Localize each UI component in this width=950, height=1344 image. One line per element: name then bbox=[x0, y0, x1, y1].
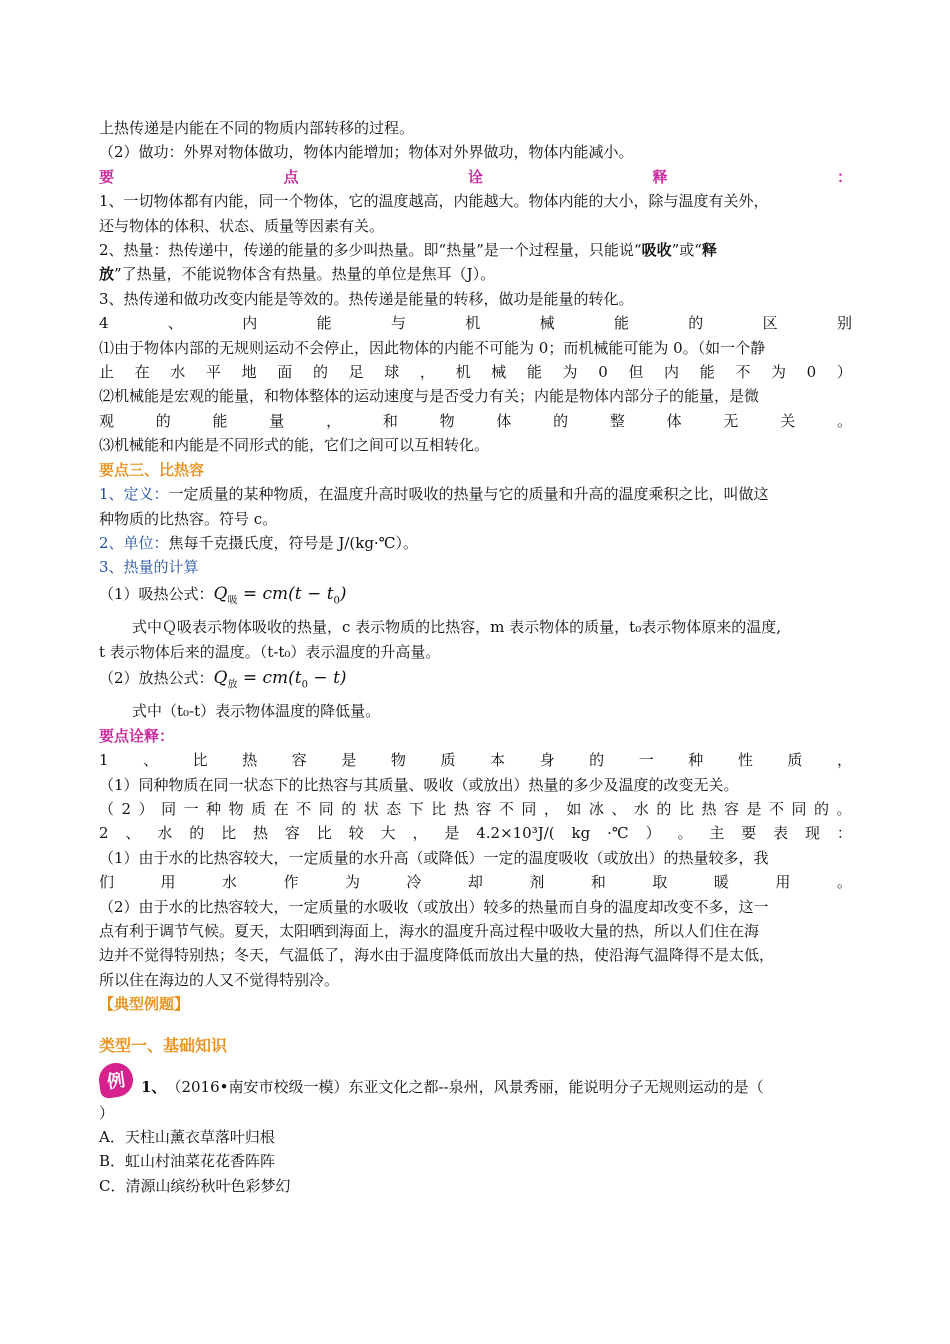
glyph: ） bbox=[836, 363, 852, 382]
glyph: 内 bbox=[242, 314, 258, 333]
glyph: 物 bbox=[390, 751, 406, 770]
glyph: 比 bbox=[678, 799, 694, 818]
example-badge-icon: 例 bbox=[97, 1060, 135, 1098]
glyph: ， bbox=[412, 824, 428, 843]
glyph: 比 bbox=[221, 824, 237, 843]
glyph: 量 bbox=[269, 411, 285, 430]
formula-line: （1）吸热公式：$Q_吸 = cm(t - t_0)$ bbox=[99, 583, 347, 607]
glyph: 同 bbox=[791, 799, 807, 818]
glyph: kg bbox=[571, 824, 591, 843]
glyph: 热 bbox=[701, 799, 717, 818]
typical-examples-heading: 【典型例题】 bbox=[99, 995, 190, 1014]
glyph: 比 bbox=[431, 799, 447, 818]
glyph: ， bbox=[419, 363, 435, 382]
glyph: 4.2×10³J/( bbox=[476, 824, 555, 843]
glyph: 水 bbox=[221, 873, 237, 892]
glyph: 区 bbox=[762, 314, 778, 333]
glyph: ， bbox=[543, 799, 559, 818]
glyph: 不 bbox=[296, 799, 312, 818]
glyph: 暖 bbox=[713, 873, 729, 892]
glyph: 用 bbox=[775, 873, 791, 892]
glyph: 取 bbox=[652, 873, 668, 892]
glyph: 0 bbox=[598, 363, 608, 382]
option-c: C．清源山缤纷秋叶色彩梦幻 bbox=[99, 1176, 291, 1195]
glyph: 观 bbox=[99, 411, 115, 430]
glyph: ） bbox=[645, 824, 661, 843]
glyph: 内 bbox=[664, 363, 680, 382]
glyph: 容 bbox=[476, 799, 492, 818]
glyph: 主 bbox=[709, 824, 725, 843]
text-line: 式中（t₀-t）表示物体温度的降低量。 bbox=[132, 702, 381, 721]
justified-line bbox=[99, 409, 852, 433]
glyph: 4 bbox=[99, 314, 109, 333]
glyph: 。 bbox=[836, 873, 852, 892]
glyph: 在 bbox=[134, 363, 150, 382]
glyph: 如 bbox=[566, 799, 582, 818]
text-line: 所以住在海边的人又不觉得特别冷。 bbox=[99, 970, 340, 989]
glyph: 现 bbox=[805, 824, 821, 843]
text-line: （1）同种物质在同一状态下的比热容与其质量、吸收（或放出）热量的多少及温度的改变无关。 bbox=[99, 775, 739, 794]
glyph: 本 bbox=[490, 751, 506, 770]
glyph: 的 bbox=[553, 411, 569, 430]
glyph: 用 bbox=[160, 873, 176, 892]
glyph: 整 bbox=[609, 411, 625, 430]
text-line: 上热传递是内能在不同的物质内部转移的过程。 bbox=[99, 119, 415, 137]
glyph: 能 bbox=[699, 363, 715, 382]
glyph: 平 bbox=[205, 363, 221, 382]
glyph: 的 bbox=[341, 799, 357, 818]
text-line: ） bbox=[99, 1103, 115, 1122]
glyph: 是 bbox=[444, 824, 460, 843]
glyph: 冰 bbox=[588, 799, 604, 818]
glyph: 体 bbox=[666, 411, 682, 430]
glyph: 1 bbox=[99, 751, 109, 770]
heat-absorb-formula: $Q_吸 = cm(t - t_0)$ bbox=[213, 583, 347, 607]
text-line: t 表示物体后来的温度。（t-t₀）表示温度的升高量。 bbox=[99, 642, 441, 661]
glyph: 性 bbox=[737, 751, 753, 770]
glyph: （ bbox=[99, 799, 115, 818]
glyph: ， bbox=[326, 411, 342, 430]
text-line: ⑴由于物体内部的无规则运动不会停止，因此物体的内能不可能为 0；而机械能可能为 0。（如一个静 bbox=[99, 338, 766, 357]
glyph: 关 bbox=[780, 411, 796, 430]
glyph: 同 bbox=[161, 799, 177, 818]
glyph: 、 bbox=[611, 799, 627, 818]
glyph: 止 bbox=[99, 363, 115, 382]
glyph: 是 bbox=[341, 751, 357, 770]
text-line: （1）由于水的比热容较大，一定质量的水升高（或降低）一定的温度吸收（或放出）的热量较多，我 bbox=[99, 848, 769, 867]
glyph: 比 bbox=[192, 751, 208, 770]
glyph: 热 bbox=[242, 751, 258, 770]
text-line: 还与物体的体积、状态、质量等因素有关。 bbox=[99, 216, 385, 235]
glyph: 、 bbox=[125, 824, 141, 843]
glyph: 身 bbox=[539, 751, 555, 770]
glyph: 为 bbox=[771, 363, 787, 382]
glyph: 作 bbox=[283, 873, 299, 892]
glyph: 却 bbox=[467, 873, 483, 892]
glyph: 同 bbox=[318, 799, 334, 818]
glyph: 能 bbox=[212, 411, 228, 430]
glyph: 的 bbox=[589, 751, 605, 770]
justified-line bbox=[99, 821, 852, 845]
glyph: 热 bbox=[453, 799, 469, 818]
glyph: 、 bbox=[167, 314, 183, 333]
glyph: 冷 bbox=[406, 873, 422, 892]
glyph: 热 bbox=[252, 824, 268, 843]
glyph: 容 bbox=[291, 751, 307, 770]
glyph: 的 bbox=[688, 314, 704, 333]
section-heading: 要点三、比热容 bbox=[99, 460, 205, 479]
text-line: 式中Ｑ吸表示物体吸收的热量，c 表示物质的比热容，m 表示物体的质量，t₀表示物体原来的温度, bbox=[132, 618, 781, 637]
glyph: 足 bbox=[348, 363, 364, 382]
glyph: 为 bbox=[344, 873, 360, 892]
glyph: 下 bbox=[408, 799, 424, 818]
glyph: 水 bbox=[157, 824, 173, 843]
glyph: 要 bbox=[741, 824, 757, 843]
option-b: B．虹山村油菜花花香阵阵 bbox=[99, 1152, 276, 1171]
glyph: 的 bbox=[814, 799, 830, 818]
glyph: 容 bbox=[723, 799, 739, 818]
glyph: 种 bbox=[688, 751, 704, 770]
glyph: 不 bbox=[769, 799, 785, 818]
formula-line: （2）放热公式：$Q_放 = cm(t_0 - t)$ bbox=[99, 667, 347, 691]
glyph: 物 bbox=[439, 411, 455, 430]
glyph: 械 bbox=[491, 363, 507, 382]
text-line: 放”了热量，不能说物体含有热量。热量的单位是焦耳（J）。 bbox=[99, 265, 496, 284]
glyph: 0 bbox=[806, 363, 817, 382]
glyph: 种 bbox=[206, 799, 222, 818]
glyph: 与 bbox=[390, 314, 406, 333]
glyph: 能 bbox=[613, 314, 629, 333]
glyph: ， bbox=[836, 751, 852, 770]
justified-line bbox=[99, 870, 852, 894]
text-line: 3、热量的计算 bbox=[99, 558, 199, 577]
text-line: 1、一切物体都有内能，同一个物体，它的温度越高，内能越大。物体内能的大小，除与温度有关外， bbox=[99, 192, 769, 211]
glyph: 大 bbox=[380, 824, 396, 843]
glyph: 们 bbox=[99, 873, 115, 892]
glyph: 。 bbox=[836, 799, 852, 818]
text-line: （2）做功：外界对物体做功，物体内能增加；物体对外界做功，物体内能减小。 bbox=[99, 143, 634, 162]
glyph: ） bbox=[138, 799, 154, 818]
section-heading: 要点诠释： bbox=[99, 726, 175, 745]
text-line: 3、热传递和做功改变内能是等效的。热传递是能量的转移，做功是能量的转化。 bbox=[99, 289, 634, 308]
glyph: 一 bbox=[638, 751, 654, 770]
text-line: 2、单位：焦每千克摄氏度，符号是 J/(kg·℃）。 bbox=[99, 533, 418, 552]
glyph: 。 bbox=[677, 824, 693, 843]
glyph: 机 bbox=[465, 314, 481, 333]
justified-line bbox=[99, 311, 852, 335]
glyph: 球 bbox=[384, 363, 400, 382]
glyph: 地 bbox=[241, 363, 257, 382]
example-question: 例 1、 （2016•南安市校级一模）东亚文化之都--泉州，风景秀丽，能说明分子无规则运动的是（ bbox=[99, 1061, 852, 1115]
heat-release-formula: $Q_放 = cm(t_0 - t)$ bbox=[213, 667, 347, 691]
glyph: 质 bbox=[440, 751, 456, 770]
glyph: 能 bbox=[526, 363, 542, 382]
glyph: 机 bbox=[455, 363, 471, 382]
glyph: 同 bbox=[521, 799, 537, 818]
glyph: 体 bbox=[496, 411, 512, 430]
glyph: 水 bbox=[170, 363, 186, 382]
glyph: 的 bbox=[312, 363, 328, 382]
text-line: ⑵机械能是宏观的能量，和物体整体的运动速度与是否受力有关；内能是物体内部分子的能量，是微 bbox=[99, 387, 760, 406]
glyph: 但 bbox=[628, 363, 644, 382]
glyph: 较 bbox=[348, 824, 364, 843]
text-line: 2、热量：热传递中，传递的能量的多少叫热量。即“热量”是一个过程量，只能说“吸收”或“释 bbox=[99, 241, 717, 260]
glyph: 一 bbox=[183, 799, 199, 818]
document-page bbox=[99, 116, 852, 1198]
glyph: 质 bbox=[787, 751, 803, 770]
glyph: 的 bbox=[189, 824, 205, 843]
glyph: 水 bbox=[633, 799, 649, 818]
glyph: 。 bbox=[836, 411, 852, 430]
glyph: 面 bbox=[277, 363, 293, 382]
yaodian-heading: 要 点 诠 释 ： bbox=[99, 167, 852, 186]
text-line: 点有利于调节气候。夏天，太阳晒到海面上，海水的温度升高过程中吸收大量的热，所以人们住在海 bbox=[99, 921, 760, 940]
justified-line bbox=[99, 797, 852, 821]
glyph: 2 bbox=[121, 799, 132, 818]
glyph: 容 bbox=[284, 824, 300, 843]
glyph: 、 bbox=[143, 751, 159, 770]
text-line: 边并不觉得特别热；冬天，气温低了，海水由于温度降低而放出大量的热，使沿海气温降得不是太低， bbox=[99, 946, 775, 965]
glyph: 不 bbox=[498, 799, 514, 818]
glyph: 表 bbox=[773, 824, 789, 843]
type-heading: 类型一、基础知识 bbox=[99, 1035, 228, 1055]
glyph: 为 bbox=[562, 363, 578, 382]
glyph: 是 bbox=[746, 799, 762, 818]
glyph: 别 bbox=[836, 314, 852, 333]
glyph: 和 bbox=[590, 873, 606, 892]
glyph: 不 bbox=[735, 363, 751, 382]
text-line: 1、定义：一定质量的某种物质，在温度升高时吸收的热量与它的质量和升高的温度乘积之比，叫做这 bbox=[99, 485, 769, 504]
glyph: 在 bbox=[273, 799, 289, 818]
glyph: 状 bbox=[363, 799, 379, 818]
glyph: 质 bbox=[251, 799, 267, 818]
glyph: 物 bbox=[228, 799, 244, 818]
text-line: ⑶机械能和内能是不同形式的能，它们之间可以互相转化。 bbox=[99, 436, 490, 455]
glyph: ·℃ bbox=[607, 824, 629, 843]
justified-line bbox=[99, 748, 852, 772]
text-line: 种物质的比热容。符号 c。 bbox=[99, 509, 278, 528]
text-line: （2）由于水的比热容较大，一定质量的水吸收（或放出）较多的热量而自身的温度却改变不多，这一 bbox=[99, 897, 769, 916]
glyph: 械 bbox=[539, 314, 555, 333]
glyph: 无 bbox=[723, 411, 739, 430]
justified-line bbox=[99, 360, 852, 384]
glyph: ： bbox=[836, 824, 852, 843]
glyph: 的 bbox=[155, 411, 171, 430]
glyph: 2 bbox=[99, 824, 109, 843]
glyph: 剂 bbox=[529, 873, 545, 892]
glyph: 和 bbox=[382, 411, 398, 430]
option-a: A．天柱山薰衣草落叶归根 bbox=[99, 1128, 275, 1146]
glyph: 态 bbox=[386, 799, 402, 818]
glyph: 的 bbox=[656, 799, 672, 818]
glyph: 能 bbox=[316, 314, 332, 333]
glyph: 比 bbox=[316, 824, 332, 843]
